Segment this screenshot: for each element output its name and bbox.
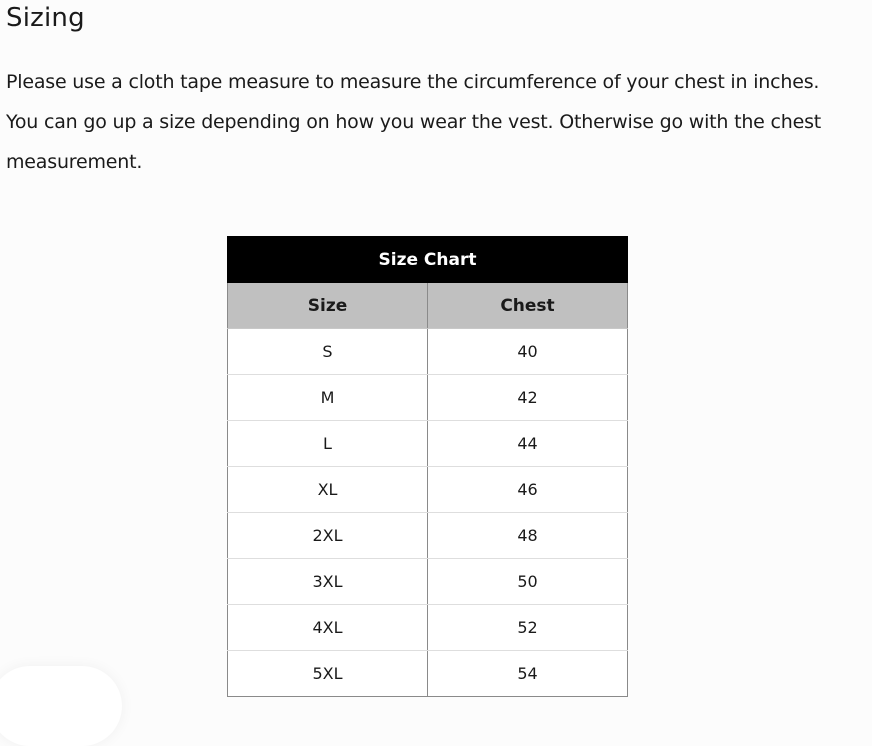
chest-cell: 44 — [428, 421, 628, 467]
size-cell: S — [228, 329, 428, 375]
table-row — [228, 559, 628, 605]
chest-cell: 54 — [428, 651, 628, 697]
table-header-row — [228, 283, 628, 329]
chest-cell: 52 — [428, 605, 628, 651]
column-header-chest: Chest — [428, 283, 628, 329]
chest-cell: 46 — [428, 467, 628, 513]
table-row — [228, 421, 628, 467]
table-row — [228, 513, 628, 559]
size-cell: 4XL — [228, 605, 428, 651]
table-row — [228, 329, 628, 375]
size-chart-table — [227, 236, 628, 697]
table-caption: Size Chart — [228, 237, 628, 283]
table-caption-row — [228, 237, 628, 283]
floating-widget[interactable] — [0, 666, 122, 746]
table-row — [228, 651, 628, 697]
page-title: Sizing — [6, 3, 85, 33]
column-header-size: Size — [228, 283, 428, 329]
table-row — [228, 605, 628, 651]
chest-cell: 50 — [428, 559, 628, 605]
table-row — [228, 467, 628, 513]
chest-cell: 40 — [428, 329, 628, 375]
size-cell: 5XL — [228, 651, 428, 697]
size-cell: L — [228, 421, 428, 467]
size-cell: 3XL — [228, 559, 428, 605]
size-cell: 2XL — [228, 513, 428, 559]
intro-paragraph: Please use a cloth tape measure to measure the circumference of your chest in inches. You can go up a size depending on how you wear the vest. Otherwise go with the chest measurement. — [6, 71, 822, 173]
size-cell: XL — [228, 467, 428, 513]
table-row — [228, 375, 628, 421]
size-cell: M — [228, 375, 428, 421]
chest-cell: 42 — [428, 375, 628, 421]
chest-cell: 48 — [428, 513, 628, 559]
